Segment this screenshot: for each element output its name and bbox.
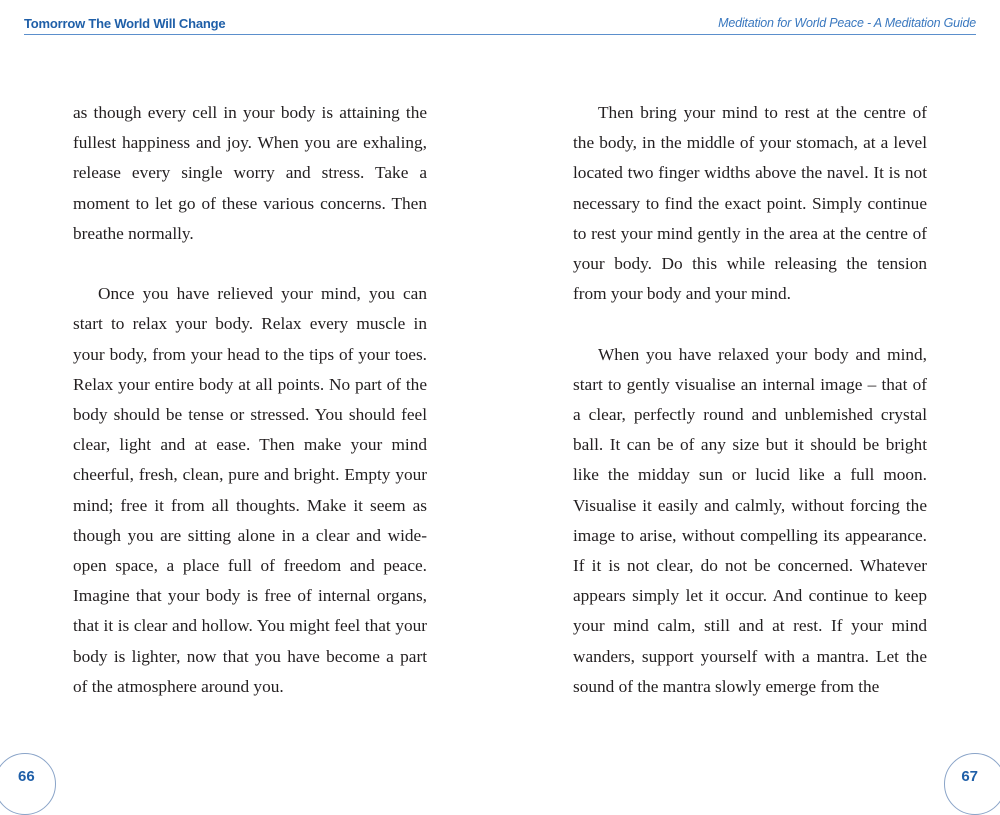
book-title-header: Tomorrow The World Will Change bbox=[24, 16, 226, 31]
left-page-number: 66 bbox=[18, 768, 35, 785]
chapter-title-header: Meditation for World Peace - A Meditation Guide bbox=[718, 16, 976, 30]
left-page-text bbox=[73, 98, 427, 702]
right-page-number: 67 bbox=[961, 768, 978, 785]
right-paragraph-1: Then bring your mind to rest at the centre of the body, in the middle of your stomach, at a level located two finger widths above the navel. It is not necessary to find the exact point. Simply continue to rest your mind gently in the area at the centre of your body. Do this while releasing the tension from your body and your mind. bbox=[573, 103, 927, 304]
header-divider bbox=[24, 34, 976, 35]
left-paragraph-2: Once you have relieved your mind, you can start to relax your body. Relax every muscle in your body, from your head to the tips of your toes. Relax your entire body at all points. No part of the body should be tense or stressed. You should feel clear, light and at ease. Then make your mind cheerful, fresh, clean, pure and bright. Empty your mind; free it from all thoughts. Make it seem as though you are sitting alone in a clear and wide-open space, a place full of freedom and peace. Imagine that your body is free of internal organs, that it is clear and hollow. You might feel that your body is lighter, now that you have become a part of the atmosphere around you. bbox=[73, 284, 427, 696]
right-paragraph-2: When you have relaxed your body and mind, start to gently visualise an internal image – that of a clear, perfectly round and unblemished crystal ball. It can be of any size but it should be bright like the midday sun or lucid like a full moon. Visualise it easily and calmly, without forcing the image to arise, without compelling its appearance. If it is not clear, do not be concerned. Whatever appears simply let it occur. And continue to keep your mind calm, still and at rest. If your mind wanders, support yourself with a mantra. Let the sound of the mantra slowly emerge from the bbox=[573, 344, 927, 696]
left-paragraph-1: as though every cell in your body is attaining the fullest happiness and joy. When you are exhaling, release every single worry and stress. Take a moment to let go of these various concerns. Then breathe normally. bbox=[73, 103, 427, 243]
right-page-text bbox=[573, 98, 927, 702]
